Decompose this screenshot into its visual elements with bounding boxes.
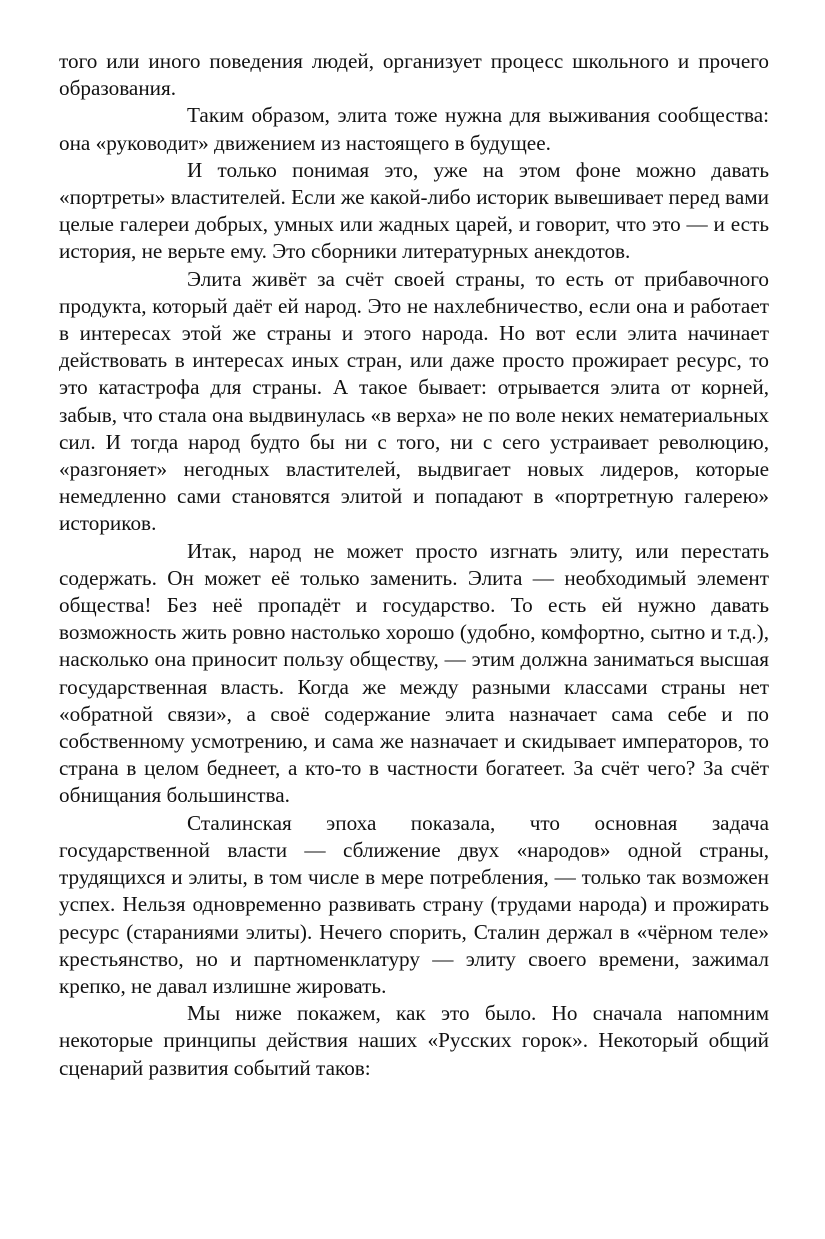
paragraph-portraits: И только понимая это, уже на этом фоне можно давать «портреты» властителей. Если же какой-либо историк вывешивает перед вами целые галереи добрых, умных или жадных царей, и говорит, что это — и есть история, не верьте ему. Это сборники литературных анекдотов.	[59, 157, 769, 264]
paragraph-cannot-expel: Итак, народ не может просто изгнать элиту, или перестать содержать. Он может её только заменить. Элита — необходимый элемент общества! Без неё пропадёт и государство. То есть ей нужно давать возможность жить ровно настолько хорошо (удобно, комфортно, сытно и т.д.), насколько она приносит пользу обществу, — этим должна заниматься высшая государственная власть. Когда же между разными классами страны нет «обратной связи», а своё содержание элита назначает сама себе и по собственному усмотрению, и сама же назначает и скидывает императоров, то страна в целом беднеет, а кто-то в частности богатеет. За счёт чего? За счёт обнищания большинства.	[59, 538, 769, 808]
paragraph-continuation: того или иного поведения людей, организует процесс школьного и прочего образования.	[59, 49, 769, 101]
paragraph-elite-needed: Таким образом, элита тоже нужна для выживания сообщества: она «руководит» движением из настоящего в будущее.	[59, 103, 769, 155]
document-page	[59, 48, 769, 1082]
paragraph-stalin-era: Сталинская эпоха показала, что основная задача государственной власти — сближение двух «народов» одной страны, трудящихся и элиты, в том числе в мере потребления, — только так возможен успех. Нельзя одновременно развивать страну (трудами народа) и прожирать ресурс (стараниями элиты). Нечего спорить, Сталин держал в «чёрном теле» крестьянство, но и партноменклатуру — элиту своего времени, зажимал крепко, не давал излишне жировать.	[59, 810, 769, 998]
paragraph-elite-lives: Элита живёт за счёт своей страны, то есть от прибавочного продукта, который даёт ей народ. Это не нахлебничество, если она и работает в интересах этой же страны и этого народа. Но вот если элита начинает действовать в интересах иных стран, или даже просто прожирает ресурс, то это катастрофа для страны. А такое бывает: отрывается элита от корней, забыв, что стала она выдвинулась «в верха» не по воле неких нематериальных сил. И тогда народ будто бы ни с того, ни с сего устраивает революцию, «разгоняет» негодных властителей, выдвигает новых лидеров, которые немедленно сами становятся элитой и попадают в «портретную галерею» историков.	[59, 266, 769, 536]
paragraph-scenario-intro: Мы ниже покажем, как это было. Но сначала напомним некоторые принципы действия наших «Русских горок». Некоторый общий сценарий развития событий таков:	[59, 1001, 769, 1080]
